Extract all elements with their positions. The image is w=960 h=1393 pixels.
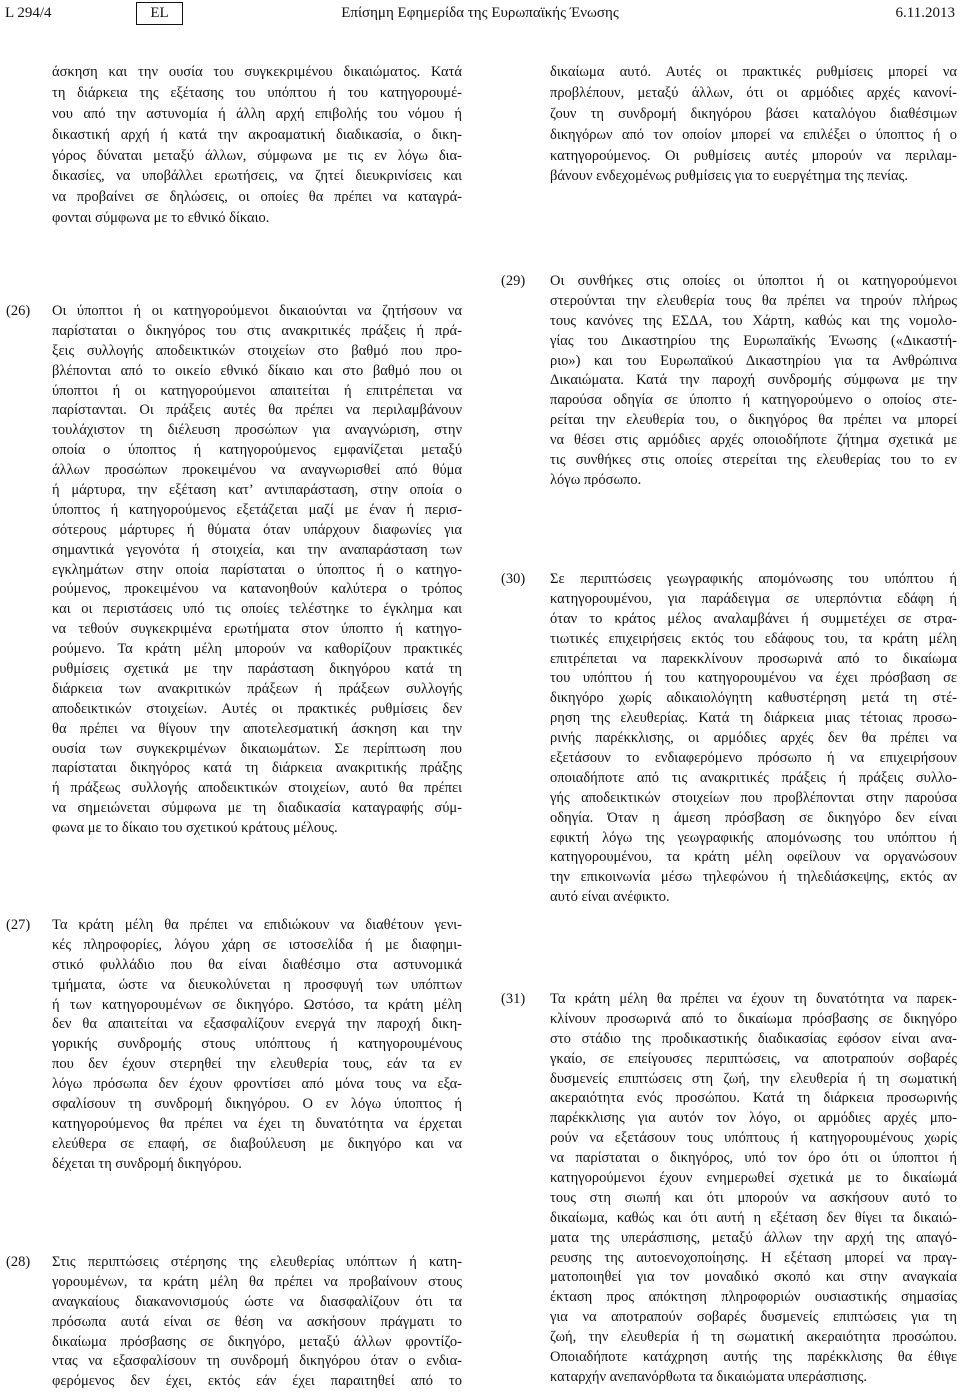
text-line: Στις περιπτώσεις στέρησης της ελευθερίας υπόπτων ή κατη-	[52, 1254, 462, 1270]
text-line: έκταση προς απόκτηση πληροφοριών ουσιαστικής σημασίας	[550, 1289, 957, 1306]
text-line: για να αποτραπούν σοβαρές δυσμενείς επιπτώσεις για τη	[550, 1309, 957, 1326]
text-line: τους στη σιωπή και ότι μπορούν να ασκήσουν αυτό το	[550, 1189, 957, 1206]
text-line: ριο») και του Ευρωπαϊκού Δικαστηρίου για τα Ανθρώπινα	[550, 352, 957, 369]
recital-text	[550, 990, 957, 1388]
text-line: κατηγορουμένου, τα κράτη μέλη οφείλουν να οργανώσουν	[550, 849, 957, 866]
text-line: γής αποδεικτικών στοιχείων που προβλέπονται στην παρούσα	[550, 789, 957, 806]
text-line: γορικής συνδρομής στους υπόπτους ή κατηγορουμένους	[52, 1036, 462, 1053]
continuation-paragraph-left	[52, 62, 462, 229]
page-reference: L 294/4	[5, 5, 52, 21]
recital-number: (31)	[501, 991, 526, 1007]
recital-number: (30)	[501, 571, 526, 587]
text-line: Οποιαδήποτε κατάχρηση αυτής της παρέκκλισης θα έθιγε	[550, 1349, 957, 1366]
text-line: αυτό είναι ανέφικτο.	[550, 889, 670, 906]
text-line: ύποπτος ή κατηγορούμενος εξετάζεται μαζί με έναν ή περισ-	[52, 501, 462, 518]
text-line: παρίσταται δικηγόρος κατά τη διάρκεια ανακριτικής πράξης	[52, 760, 462, 777]
text-line: κές πληροφορίες, λόγου χάρη σε ιστοσελίδα ή με διαφημι-	[52, 936, 462, 953]
text-line: δικηγόρο χωρίς αδικαιολόγητη καθυστέρηση μετά τη στέ-	[550, 690, 957, 707]
text-line: ρούμενος, προκειμένου να κατανοηθούν καλύτερα ο τρόπος	[52, 581, 462, 598]
text-line: νου από την αστυνομία ή άλλη αρχή επιβολής του νόμου ή	[52, 105, 462, 122]
text-line: ή μάρτυρα, την εξέταση κατ’ αντιπαράσταση, στην οποία ο	[52, 482, 462, 499]
recital-number: (29)	[501, 273, 526, 289]
text-line: να σημειώνεται σύμφωνα με τη διαδικασία καταγραφής σύμ-	[52, 800, 462, 817]
text-line: Τα κράτη μέλη θα πρέπει να έχουν τη δυνατότητα να παρεκ-	[550, 991, 957, 1007]
text-line: Δικαιώματα. Κατά την παροχή συνδρομής σύμφωνα με την	[550, 372, 957, 389]
text-line: κατηγορουμένου, για παράδειγμα σε υπερπόντια εδάφη ή	[550, 590, 957, 607]
text-line: ή πράξεως συλλογής αποδεικτικών στοιχείων, αυτό θα πρέπει	[52, 780, 462, 797]
text-line: θα πρέπει να θίγουν την αποτελεσματική άσκηση και την	[52, 720, 462, 737]
recital-text	[550, 272, 957, 491]
text-line: να θέσει στις αρμόδιες αρχές οποιοδήποτε ζήτημα σχετικά με	[550, 432, 957, 449]
text-line: ντας να εξασφαλίσουν τη συνδρομή δικηγόρου όταν ο ενδια-	[52, 1353, 462, 1370]
text-line: δικαίωμα αυτό. Αυτές οι πρακτικές ρυθμίσεις μπορεί να	[550, 64, 957, 80]
text-line: Οι ύποπτοι ή οι κατηγορούμενοι δικαιούνται να ζητήσουν να	[52, 303, 462, 319]
text-line: τμήματα, ώστε να διευκολύνεται η προσφυγή των υπόπτων	[52, 976, 462, 993]
text-line: σότερους μάρτυρες ή θύματα όταν υπάρχουν διαφωνίες για	[52, 521, 462, 538]
text-line: δικασίες, να υποβάλλει ερωτήσεις, να ζητεί διευκρινίσεις και	[52, 168, 462, 185]
text-line: φονται σύμφωνα με το εθνικό δίκαιο.	[52, 210, 270, 227]
text-line: Οι συνθήκες στις οποίες οι ύποπτοι ή οι κατηγορούμενοι	[550, 273, 957, 289]
text-line: σημαντικά γεγονότα ή στοιχεία, και την αναπαράσταση των	[52, 541, 462, 558]
text-line: στερούνται την ελευθερία τους θα πρέπει να τηρούν πλήρως	[550, 292, 957, 309]
text-line: ρούμενο. Τα κράτη μέλη μπορούν να καθορίζουν πρακτικές	[52, 641, 462, 658]
recital-text	[52, 916, 462, 1175]
text-line: παρούσα οδηγία σε ύποπτο ή κατηγορούμενο ο οποίος στε-	[550, 392, 957, 409]
text-line: δικηγόρων από τον οποίον μπορεί να επιλέξει ο ύποπτος ή ο	[550, 126, 957, 143]
recital-text	[550, 570, 957, 908]
text-line: βλέπονται από το οικείο εθνικό δίκαιο και στο βαθμό που οι	[52, 362, 462, 379]
text-line: δικαίωμα πρόσβασης σε δικηγόρο, μεταξύ άλλων φροντίζο-	[52, 1333, 462, 1350]
text-line: επιτρέπεται να παρεκκλίνουν προσωρινά από το δικαίωμα	[550, 650, 957, 667]
text-line: άλλων προσώπων προκειμένου να αναγνωρισθεί από θύμα	[52, 462, 462, 479]
text-line: οδηγία. Όταν η άμεση πρόσβαση σε δικηγόρο δεν είναι	[550, 809, 957, 826]
text-line: βάνουν ενδεχομένως ρυθμίσεις για το ευεργέτημα της πενίας.	[550, 168, 908, 185]
publication-date: 6.11.2013	[895, 5, 955, 21]
text-line: ρούν να εξετάσουν τους υπόπτους ή κατηγορουμένους χωρίς	[550, 1130, 957, 1147]
text-line: δεν θα απαιτείται να εξασφαλίζουν ενεργά την παροχή δικη-	[52, 1016, 462, 1033]
text-line: τη διάρκεια της εξέτασης του υπόπτου ή του κατηγορουμέ-	[52, 84, 462, 101]
text-line: προβλέπουν, μεταξύ άλλων, ότι οι αρμόδιες αρχές κανονί-	[550, 84, 957, 101]
text-line: Τα κράτη μέλη θα πρέπει να επιδιώκουν να διαθέτουν γενι-	[52, 917, 462, 933]
text-line: εφικτή λόγω της γεωγραφικής απομόνωσης του υπόπτου ή	[550, 829, 957, 846]
text-line: εγκλημάτων στην οποία παρίσταται ο ύποπτος ή ο κατηγο-	[52, 561, 462, 578]
text-line: ρείται την ελευθερία του, ο δικηγόρος θα πρέπει να μπορεί	[550, 412, 957, 429]
text-line: και οι περιστάσεις υπό τις οποίες τελέστηκε το έγκλημα και	[52, 601, 462, 618]
recital-text	[52, 302, 462, 839]
text-line: την επικοινωνία μέσω τηλεφώνου ή τηλεδιάσκεψης, εκτός αν	[550, 869, 957, 886]
recital-number: (27)	[6, 917, 31, 933]
text-line: στικό φυλλάδιο που θα είναι διαθέσιμο στα αστυνομικά	[52, 956, 462, 973]
text-line: να παρίσταται ο δικηγόρος, υπό τον όρο ότι οι ύποπτοι ή	[550, 1150, 957, 1167]
text-line: τουλάχιστον τη διέλευση προσώπων για αναγνώριση, στην	[52, 422, 462, 439]
paragraph-text	[52, 62, 462, 229]
text-line: αναγκαίους διακανονισμούς ώστε να διασφαλίζουν ότι τα	[52, 1293, 462, 1310]
text-line: φερόμενος δεν έχει, εκτός εάν έχει παραιτηθεί από το	[52, 1373, 462, 1390]
text-line: στο στάδιο της προδικαστικής διαδικασίας εφόσον είναι ανα-	[550, 1030, 957, 1047]
text-line: εξετάσουν το ενδιαφερόμενο πρόσωπο ή να επιχειρήσουν	[550, 750, 957, 767]
text-line: ρινής παρέκκλισης, οι αρμόδιες αρχές δεν θα πρέπει να	[550, 730, 957, 747]
text-line: του υπόπτου ή του κατηγορουμένου να έχει πρόσβαση σε	[550, 670, 957, 687]
text-line: ξεις συλλογής αποδεικτικών στοιχείων στο βαθμό που προ-	[52, 342, 462, 359]
recital-number: (26)	[6, 303, 31, 319]
text-line: οποία ο ύποπτος ή κατηγορούμενος εμφανίζεται μεταξύ	[52, 442, 462, 459]
text-line: αποδεικτικών στοιχείων. Αυτές οι πρακτικές ρυθμίσεις δεν	[52, 700, 462, 717]
text-line: να προβαίνει σε δηλώσεις, οι οποίες θα πρέπει να καταγρά-	[52, 189, 462, 206]
text-line: τους κανόνες της ΕΣΔΑ, του Χάρτη, καθώς και της νομολο-	[550, 312, 957, 329]
continuation-paragraph-right	[550, 62, 957, 187]
text-line: άσκηση και την ουσία του συγκεκριμένου δικαιώματος. Κατά	[52, 64, 462, 80]
text-line: Σε περιπτώσεις γεωγραφικής απομόνωσης του υπόπτου ή	[550, 571, 957, 587]
text-line: που δεν έχουν στερηθεί την ελευθερία τους, εάν τα εν	[52, 1056, 462, 1073]
text-line: σφαλίσουν τη συνδρομή δικηγόρου. Ο εν λόγω ύποπτος ή	[52, 1096, 462, 1113]
text-line: ακεραιότητα ενός προσώπου. Κατά τη διάρκεια προσωρινής	[550, 1090, 957, 1107]
text-line: παρίστανται. Οι πράξεις αυτές θα πρέπει να περιλαμβάνουν	[52, 402, 462, 419]
text-line: ελεύθερα σε επαφή, σε διαβούλευση με δικηγόρο και να	[52, 1135, 462, 1152]
text-line: δικαστική αρχή ή κατά την ακροαματική διαδικασία, ο δικη-	[52, 126, 462, 143]
text-line: ζουν τη συνδρομή δικηγόρου βάσει καταλόγου διαθέσιμων	[550, 105, 957, 122]
text-line: παρέκκλισης για αυτόν τον λόγο, οι αρμόδιες αρχές μπο-	[550, 1110, 957, 1127]
text-line: πρόσωπα αυτά είναι σε θέση να ασκήσουν πράγματι το	[52, 1313, 462, 1330]
text-line: δικαίωμα, καθώς και ότι αυτή η εξέταση δεν θίγει τα δικαιώ-	[550, 1209, 957, 1226]
text-line: κατηγορούμενος. Οι ρυθμίσεις αυτές μπορούν να περιλαμ-	[550, 147, 957, 164]
text-line: λόγω πρόσωπα δεν έχουν φροντίσει από μόνα τους να εξα-	[52, 1076, 462, 1093]
language-code-box: EL	[136, 2, 183, 25]
text-line: γόρος δύναται μεταξύ άλλων, σύμφωνα με τις εν λόγω δια-	[52, 147, 462, 164]
text-line: ματοποιηθεί για τον μοναδικό σκοπό και στην αναγκαία	[550, 1269, 957, 1286]
text-line: ρυθμίσεις σχετικά με την παράσταση δικηγόρου κατά τη	[52, 661, 462, 678]
paragraph-text	[550, 62, 957, 187]
text-line: γκαίο, σε επείγουσες περιπτώσεις, να αποτραπούν σοβαρές	[550, 1050, 957, 1067]
text-line: όταν το κράτος μέλος αναλαμβάνει ή συμμετέχει σε στρα-	[550, 610, 957, 627]
text-line: κατηγορούμενοι έχουν ενημερωθεί σχετικά με το δικαίωμά	[550, 1170, 957, 1187]
text-line: κατηγορούμενος θα πρέπει να έχει τη δυνατότητα να έρχεται	[52, 1115, 462, 1132]
text-line: διάρκεια των ανακριτικών πράξεων ή πράξεων συλλογής	[52, 680, 462, 697]
text-line: ύποπτοι ή οι κατηγορούμενοι απαιτείται ή επιτρέπεται να	[52, 382, 462, 399]
text-line: ζωή, την ελευθερία ή τη σωματική ακεραιότητα προσώπου.	[550, 1329, 957, 1346]
recital-text	[52, 1253, 462, 1392]
text-line: τις συνθήκες στις οποίες στερείται της ελευθερίας του το εν	[550, 452, 957, 469]
text-line: ή των κατηγορουμένων σε δικηγόρο. Ωστόσο, τα κράτη μέλη	[52, 996, 462, 1013]
text-line: τιωτικές επιχειρήσεις εκτός του εδάφους του, τα κράτη μέλη	[550, 630, 957, 647]
text-line: οποιαδήποτε από τις ανακριτικές πράξεις ή πράξεις συλλο-	[550, 769, 957, 786]
text-line: κλίνουν προσωρινά από το δικαίωμα πρόσβασης σε δικηγόρο	[550, 1010, 957, 1027]
text-line: φωνα με το δίκαιο του σχετικού κράτους μέλους.	[52, 820, 338, 837]
text-line: ουσία των συγκεκριμένων δικαιωμάτων. Σε περίπτωση που	[52, 740, 462, 757]
text-line: καταρχήν ανεπανόρθωτα τα δικαιώματα υπεράσπισης.	[550, 1368, 868, 1385]
journal-title: Επίσημη Εφημερίδα της Ευρωπαϊκής Ένωσης	[341, 5, 619, 21]
text-line: ματα της υπεράσπισης, μεταξύ άλλων την αρχή της απαγό-	[550, 1229, 957, 1246]
text-line: παρίσταται ο δικηγόρος του στις ανακριτικές πράξεις ή πρά-	[52, 322, 462, 339]
text-line: να τεθούν συγκεκριμένα ερωτήματα στον ύποπτο ή κατηγο-	[52, 621, 462, 638]
text-line: λόγω πρόσωπο.	[550, 471, 642, 488]
text-line: δέχεται τη συνδρομή δικηγόρου.	[52, 1155, 242, 1172]
text-line: δυσμενείς επιπτώσεις στη ζωή, την ελευθερία ή τη σωματική	[550, 1070, 957, 1087]
text-line: ρευσης της αυτοενοχοποίησης. Η εξέταση μπορεί να πραγ-	[550, 1249, 957, 1266]
text-line: γορουμένων, τα κράτη μέλη θα πρέπει να προβαίνουν στους	[52, 1273, 462, 1290]
text-line: ρηση της ελευθερίας. Κατά τη διάρκεια μιας τέτοιας προσω-	[550, 710, 957, 727]
recital-number: (28)	[6, 1254, 31, 1270]
text-line: γίας του Δικαστηρίου της Ευρωπαϊκής Ένωσης («Δικαστή-	[550, 332, 957, 349]
